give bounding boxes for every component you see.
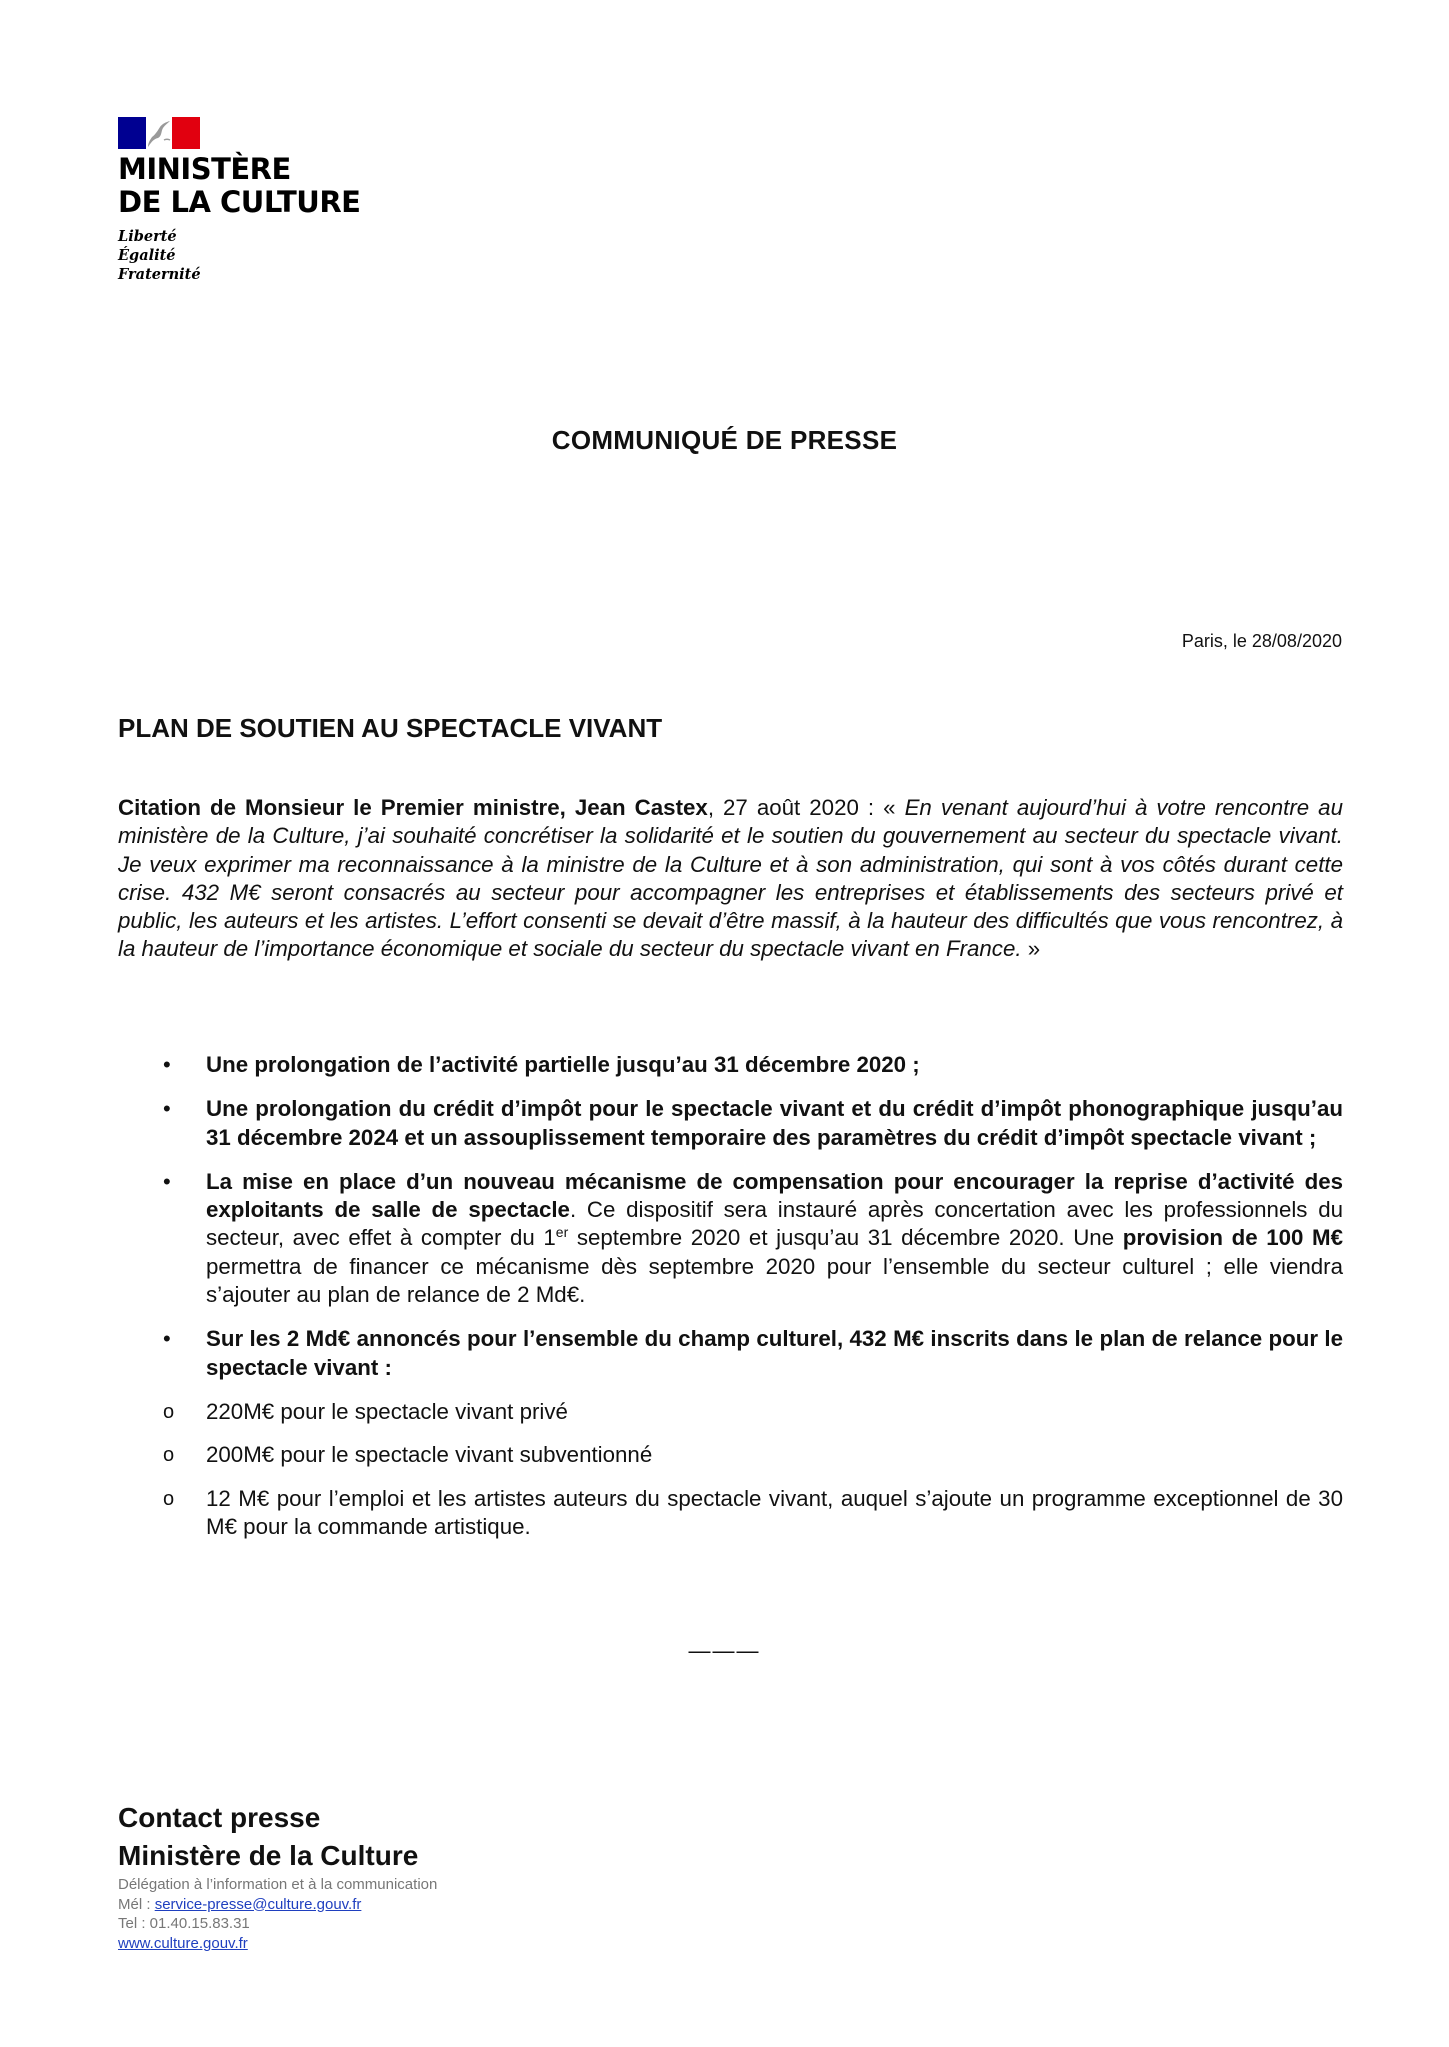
list-item (118, 1325, 1343, 1382)
sub-list-item (118, 1398, 1343, 1426)
headline: PLAN DE SOUTIEN AU SPECTACLE VIVANT (118, 713, 663, 743)
compensation-text3: permettra de financer ce mécanisme dès septembre 2020 pour l’ensemble du secteur culturel ; elle viendra s’ajouter au plan de relance de 2 Md€. (206, 1253, 1343, 1308)
motto-egalite: Égalité (118, 247, 176, 264)
measure-compensation (206, 1169, 1343, 1307)
sub-bullet-marker: o (163, 1444, 175, 1467)
contact-phone: Tel : 01.40.15.83.31 (118, 1915, 250, 1932)
budget-private: 220M€ pour le spectacle vivant privé (206, 1398, 568, 1424)
website-link[interactable]: www.culture.gouv.fr (118, 1934, 248, 1952)
separator: ——— (688, 1638, 761, 1663)
budget-artists: 12 M€ pour l’emploi et les artistes auteurs du spectacle vivant, auquel s’ajoute un programme exceptionnel de 30 M€ pour la commande artistique. (206, 1485, 1343, 1539)
list-item (118, 1168, 1343, 1309)
bullet-marker: • (163, 1326, 171, 1352)
sub-list-item (118, 1441, 1343, 1469)
compensation-text2: septembre 2020 et jusqu’au 31 décembre 2020. Une (568, 1225, 1123, 1251)
motto-fraternite: Fraternité (118, 266, 201, 283)
sub-bullet-marker: o (163, 1400, 175, 1423)
bullet-marker: • (163, 1052, 171, 1077)
quote-attribution: Citation de Monsieur le Premier ministre, Jean Castex (118, 795, 708, 820)
ministry-name-line1: MINISTÈRE (118, 152, 291, 186)
quote-close: » (1021, 936, 1041, 962)
list-item (118, 1095, 1343, 1152)
list-item (118, 1051, 1343, 1079)
release-date: Paris, le 28/08/2020 (1181, 631, 1342, 651)
contact-delegation: Délégation à l’information et à la communication (118, 1876, 438, 1893)
mail-label: Mél : (118, 1895, 155, 1913)
quote-paragraph (118, 794, 1343, 964)
quote-date: , 27 août 2020 : « (707, 795, 905, 820)
contact-ministry: Ministère de la Culture (118, 1840, 419, 1871)
press-release-title: COMMUNIQUÉ DE PRESSE (551, 425, 898, 455)
republic-motto (118, 227, 418, 284)
measure-budget: Sur les 2 Md€ annoncés pour l’ensemble du champ culturel, 432 M€ inscrits dans le plan de relance pour le spectacle vivant : (206, 1326, 1343, 1380)
sub-list-item (118, 1485, 1343, 1542)
contact-heading: Contact presse (118, 1802, 321, 1833)
contact-mail-line (118, 1895, 437, 1915)
quote-text: En venant aujourd’hui à votre rencontre au ministère de la Culture, j’ai souhaité concrétiser la solidarité et le soutien du gouvernement au secteur du spectacle vivant. Je veux exprimer ma reconnaissance à la ministre de la Culture et à son administration, qui sont à vos côtés durant cette crise. 432 M€ seront consacrés au secteur pour accompagner les entreprises et établissements des secteurs privé et public, les auteurs et les artistes. L’effort consenti se devait d’être massif, à la hauteur des difficultés que vous rencontrez, à la hauteur de l’importance économique et sociale du secteur du spectacle vivant en France. (118, 795, 1343, 962)
ordinal-sup: er (555, 1224, 569, 1241)
sub-bullet-marker: o (163, 1487, 175, 1510)
ministry-name (118, 153, 418, 219)
measure-partial-activity: Une prolongation de l’activité partielle jusqu’au 31 décembre 2020 ; (206, 1052, 920, 1077)
budget-subsidized: 200M€ pour le spectacle vivant subventionné (206, 1442, 653, 1468)
bullet-marker: • (163, 1168, 171, 1194)
ministry-name-line2: DE LA CULTURE (118, 185, 361, 219)
motto-liberte: Liberté (118, 228, 177, 245)
contact-website-line (118, 1934, 437, 1954)
compensation-bold: La mise en place d’un nouveau mécanisme de compensation pour encourager la reprise d’activité des exploitants de salle de spectacle (206, 1168, 1343, 1223)
marianne-flag-icon (118, 117, 200, 149)
provision-bold: provision de 100 M€ (1122, 1225, 1343, 1251)
bullet-marker: • (163, 1096, 171, 1122)
compensation-text1: . Ce dispositif sera instauré après concertation avec les professionnels du secteur, avec effet à compter du 1 (206, 1197, 1343, 1251)
press-contact (118, 1799, 437, 1953)
ministry-logo (118, 117, 418, 284)
measure-tax-credit: Une prolongation du crédit d’impôt pour le spectacle vivant et du crédit d’impôt phonographique jusqu’au 31 décembre 2024 et un assouplissement temporaire des paramètres du crédit d’impôt spectacle vivant ; (206, 1096, 1343, 1150)
email-link[interactable]: service-presse@culture.gouv.fr (154, 1895, 362, 1913)
measures-list (118, 1051, 1343, 1556)
